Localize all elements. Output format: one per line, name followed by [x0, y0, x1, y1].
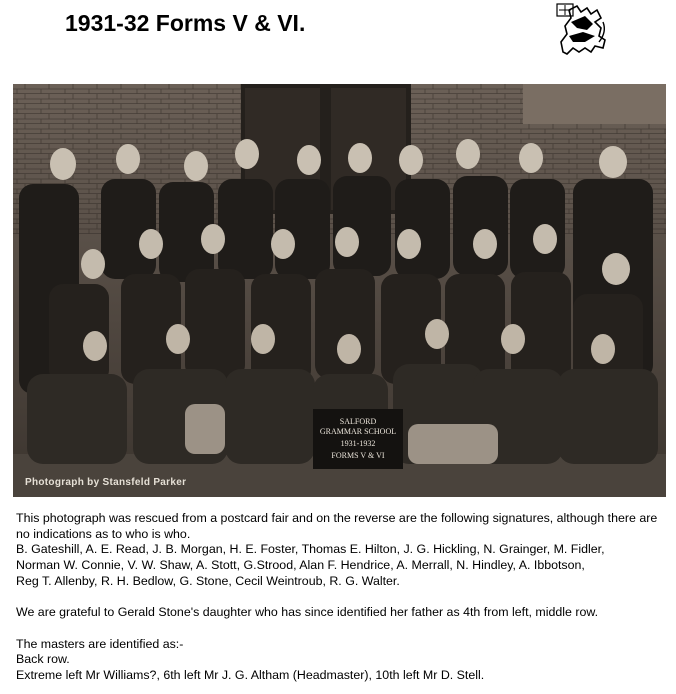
- lion-crest-icon: [555, 2, 613, 58]
- sign-line: 1931-1932: [340, 439, 376, 448]
- photo-credit: Photograph by Stansfeld Parker: [25, 477, 187, 488]
- page-title: 1931-32 Forms V & VI.: [65, 10, 306, 36]
- school-sign: [313, 409, 403, 469]
- masters-detail: Extreme left Mr Williams?, 6th left Mr J. G. Altham (Headmaster), 10th left Mr D. Stell.: [16, 668, 485, 682]
- sign-line: GRAMMAR SCHOOL: [319, 427, 397, 436]
- caption-text: [16, 511, 668, 684]
- names-line: B. Gateshill, A. E. Read, J. B. Morgan, H. E. Foster, Thomas E. Hilton, J. G. Hickling, N. Grainger, M. Fidler,: [16, 542, 605, 557]
- class-photograph: [13, 84, 666, 497]
- back-row-label: Back row.: [16, 652, 70, 667]
- sign-line: FORMS V & VI: [331, 451, 385, 460]
- sign-line: SALFORD: [339, 417, 377, 426]
- masters-intro: The masters are identified as:-: [16, 636, 184, 651]
- intro-paragraph: This photograph was rescued from a postcard fair and on the reverse are the following signatures, although there are no indications as to who is who.: [16, 511, 658, 541]
- grateful-paragraph: We are grateful to Gerald Stone's daughter who has since identified her father as 4th from left, middle row.: [16, 605, 599, 620]
- names-line: Reg T. Allenby, R. H. Bedlow, G. Stone, Cecil Weintroub, R. G. Walter.: [16, 573, 400, 588]
- names-line: Norman W. Connie, V. W. Shaw, A. Stott, G.Strood, Alan F. Hendrice, A. Merrall, N. Hindley, A. Ibbotson,: [16, 558, 585, 573]
